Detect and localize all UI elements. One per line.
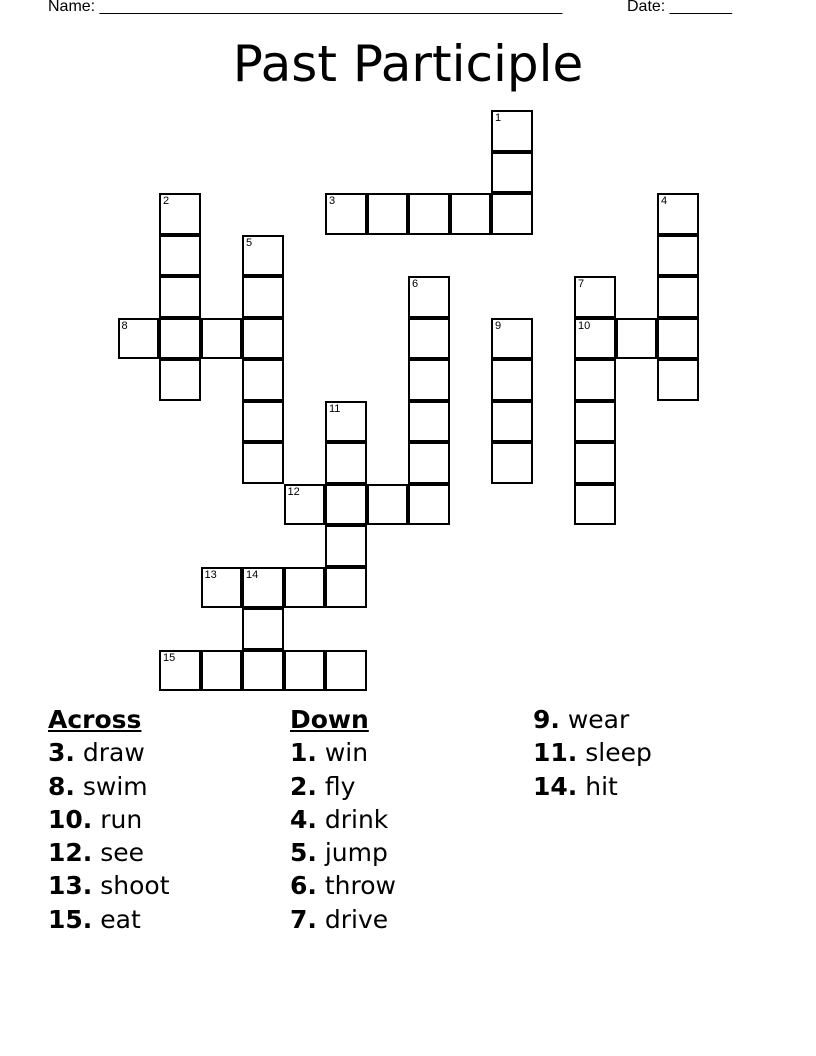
clue-number: 9 xyxy=(495,319,502,332)
crossword-cell[interactable] xyxy=(491,401,533,443)
crossword-cell[interactable] xyxy=(159,359,201,401)
clue-number: 14 xyxy=(246,568,259,581)
crossword-cell[interactable] xyxy=(408,318,450,360)
crossword-cell[interactable] xyxy=(325,567,367,609)
clue-item xyxy=(48,903,170,936)
crossword-cell[interactable] xyxy=(201,567,243,609)
clue-item-number: 9. xyxy=(533,705,560,734)
crossword-cell[interactable] xyxy=(657,276,699,318)
crossword-cell[interactable] xyxy=(574,401,616,443)
crossword-cell[interactable] xyxy=(408,484,450,526)
crossword-cell[interactable] xyxy=(657,235,699,277)
clue-number: 11 xyxy=(329,402,341,415)
clue-item xyxy=(290,803,396,836)
clue-item xyxy=(290,869,396,902)
crossword-cell[interactable] xyxy=(408,276,450,318)
clue-item xyxy=(290,903,396,936)
clue-item xyxy=(533,703,652,736)
clue-item-number: 1. xyxy=(290,738,317,768)
clue-item-text: shoot xyxy=(92,871,170,901)
clue-item-text: run xyxy=(92,804,143,834)
crossword-cell[interactable] xyxy=(201,318,243,360)
crossword-cell[interactable] xyxy=(450,193,492,235)
crossword-cell[interactable] xyxy=(242,608,284,650)
crossword-cell[interactable] xyxy=(408,401,450,443)
clue-number: 7 xyxy=(578,278,585,290)
crossword-cell[interactable] xyxy=(325,442,367,484)
down-heading: Down xyxy=(290,705,369,734)
crossword-cell[interactable] xyxy=(657,359,699,401)
clue-item xyxy=(48,869,170,902)
clue-item-text: hit xyxy=(577,771,618,801)
crossword-cell[interactable] xyxy=(201,650,243,692)
clue-item-text: sleep xyxy=(577,738,652,768)
clue-item xyxy=(533,770,652,803)
crossword-cell[interactable] xyxy=(159,193,201,235)
clue-number: 15 xyxy=(163,651,176,664)
clue-item xyxy=(290,736,396,769)
crossword-cell[interactable] xyxy=(325,650,367,692)
crossword-cell[interactable] xyxy=(574,359,616,401)
clue-number: 13 xyxy=(204,568,217,581)
clue-number: 3 xyxy=(329,195,336,207)
clue-item-number: 15. xyxy=(48,904,93,934)
crossword-cell[interactable] xyxy=(574,442,616,484)
crossword-cell[interactable] xyxy=(491,193,533,235)
clue-item-number: 2. xyxy=(290,771,317,801)
clue-number: 8 xyxy=(121,319,128,332)
clue-item-text: swim xyxy=(74,771,148,801)
crossword-cell[interactable] xyxy=(325,484,367,526)
clue-item-number: 10. xyxy=(48,804,93,834)
crossword-cell[interactable] xyxy=(325,193,367,235)
clue-item xyxy=(290,836,396,869)
crossword-cell[interactable] xyxy=(574,484,616,526)
clue-item-number: 8. xyxy=(48,771,75,801)
clue-item-number: 4. xyxy=(290,804,317,834)
crossword-cell[interactable] xyxy=(242,235,284,277)
clue-item-text: drive xyxy=(316,904,389,934)
clue-item-text: throw xyxy=(316,871,396,901)
clue-item-number: 13. xyxy=(48,871,93,901)
date-field[interactable]: Date: _______ xyxy=(627,0,732,15)
clue-item-number: 3. xyxy=(48,738,75,768)
crossword-cell[interactable] xyxy=(408,442,450,484)
clue-item xyxy=(48,736,170,769)
crossword-cell[interactable] xyxy=(242,318,284,360)
crossword-cell[interactable] xyxy=(242,276,284,318)
clue-item-text: eat xyxy=(92,904,141,934)
crossword-cell[interactable] xyxy=(118,318,160,360)
crossword-cell[interactable] xyxy=(408,359,450,401)
clue-number: 1 xyxy=(495,112,502,124)
down-clues xyxy=(290,703,396,936)
clue-item-number: 14. xyxy=(533,771,578,801)
name-field[interactable]: Name: ____________________________________________________ xyxy=(48,0,563,15)
crossword-cell[interactable] xyxy=(284,650,326,692)
crossword-cell[interactable] xyxy=(325,525,367,567)
clue-item-text: fly xyxy=(316,771,356,801)
crossword-cell[interactable] xyxy=(159,235,201,277)
clue-item-number: 5. xyxy=(290,838,317,868)
crossword-cell[interactable] xyxy=(242,567,284,609)
crossword-cell[interactable] xyxy=(367,193,409,235)
clue-item-text: draw xyxy=(74,738,145,768)
crossword-cell[interactable] xyxy=(574,318,616,360)
clue-item-number: 7. xyxy=(290,904,317,934)
crossword-cell[interactable] xyxy=(491,152,533,194)
crossword-cell[interactable] xyxy=(242,650,284,692)
clue-number: 10 xyxy=(578,319,591,332)
clue-item-text: jump xyxy=(316,838,388,868)
clue-item-text: win xyxy=(316,738,369,768)
crossword-cell[interactable] xyxy=(657,193,699,235)
crossword-cell[interactable] xyxy=(657,318,699,360)
clue-number: 4 xyxy=(661,195,668,207)
across-clues xyxy=(48,703,170,936)
clue-number: 2 xyxy=(163,195,170,207)
crossword-cell[interactable] xyxy=(408,193,450,235)
clue-item xyxy=(290,770,396,803)
crossword-cell[interactable] xyxy=(242,401,284,443)
crossword-cell[interactable] xyxy=(159,276,201,318)
crossword-cell[interactable] xyxy=(159,650,201,692)
clue-item-number: 11. xyxy=(533,738,578,768)
crossword-cell[interactable] xyxy=(491,442,533,484)
clue-item xyxy=(48,803,170,836)
clue-item-text: drink xyxy=(316,804,389,834)
down-clues-continued xyxy=(533,703,652,803)
crossword-cell[interactable] xyxy=(242,359,284,401)
clue-item xyxy=(48,770,170,803)
clue-number: 6 xyxy=(412,278,419,290)
crossword-cell[interactable] xyxy=(367,484,409,526)
crossword-cell[interactable] xyxy=(325,401,367,443)
crossword-cell[interactable] xyxy=(491,318,533,360)
crossword-cell[interactable] xyxy=(159,318,201,360)
page-title: Past Participle xyxy=(232,35,584,93)
clue-item-number: 12. xyxy=(48,838,93,868)
crossword-cell[interactable] xyxy=(242,442,284,484)
crossword-cell[interactable] xyxy=(574,276,616,318)
crossword-cell[interactable] xyxy=(284,567,326,609)
clue-item xyxy=(48,836,170,869)
crossword-cell[interactable] xyxy=(491,110,533,152)
clue-item-text: wear xyxy=(559,705,630,734)
clue-item-number: 6. xyxy=(290,871,317,901)
clue-number: 12 xyxy=(287,485,300,498)
clue-item-text: see xyxy=(92,838,145,868)
crossword-cell[interactable] xyxy=(491,359,533,401)
clue-number: 5 xyxy=(246,236,253,249)
crossword-cell[interactable] xyxy=(284,484,326,526)
clue-item xyxy=(533,736,652,769)
crossword-cell[interactable] xyxy=(616,318,658,360)
across-heading: Across xyxy=(48,705,142,734)
